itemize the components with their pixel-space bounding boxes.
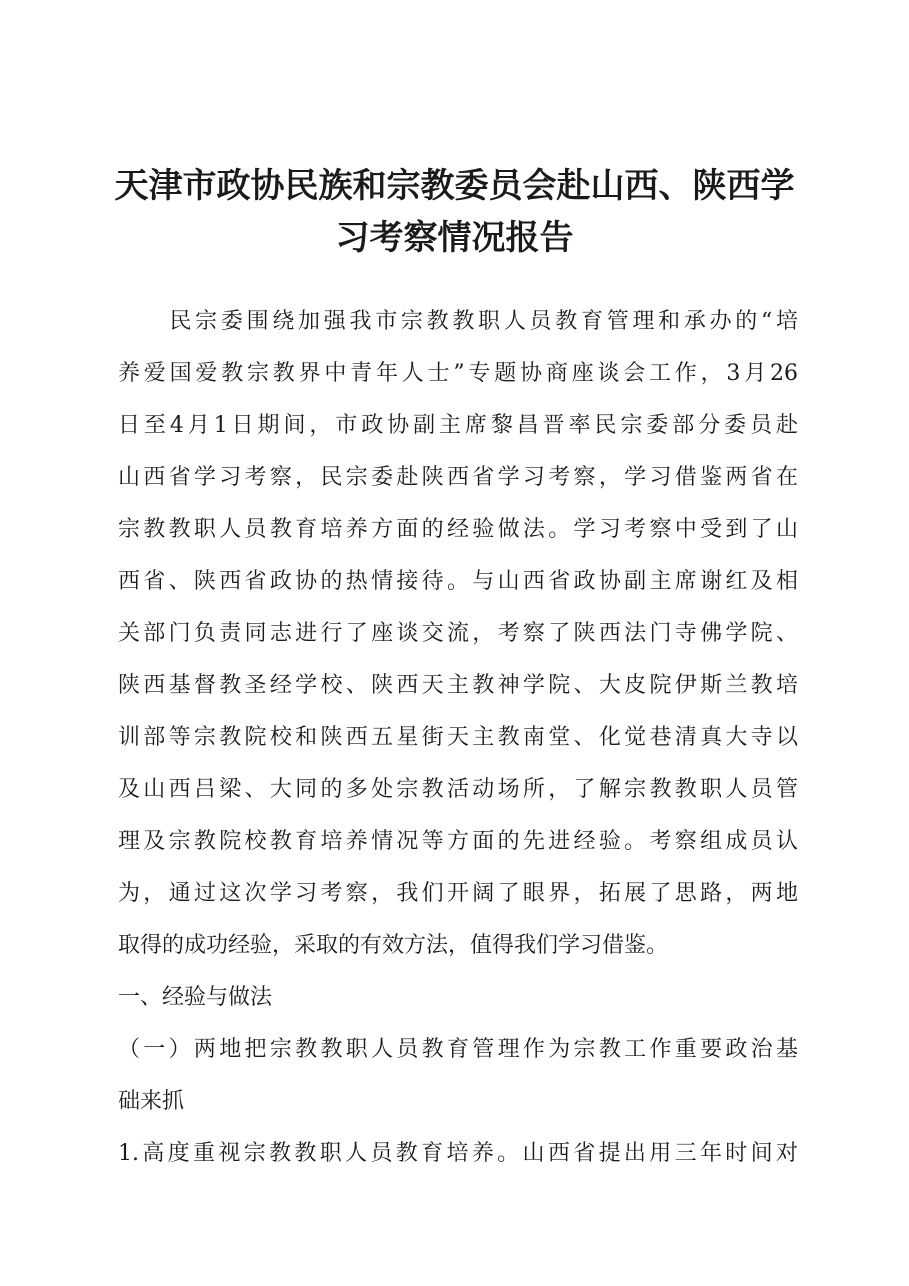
text-line: 西省、陕西省政协的热情接待。与山西省政协副主席谢红及相 [118, 569, 798, 594]
list-item-paragraph [118, 1128, 798, 1180]
document-title [100, 160, 809, 264]
text-line: 1.高度重视宗教教职人员教育培养。山西省提出用三年时间对 [118, 1141, 798, 1166]
text-line: 及山西吕梁、大同的多处宗教活动场所，了解宗教教职人员管 [118, 777, 798, 802]
text-line: 民宗委围绕加强我市宗教教职人员教育管理和承办的“培 [118, 309, 798, 334]
text-line: （一）两地把宗教教职人员教育管理作为宗教工作重要政治基 [118, 1037, 798, 1062]
text-line: 关部门负责同志进行了座谈交流，考察了陕西法门寺佛学院、 [118, 621, 798, 646]
text-line: 理及宗教院校教育培养情况等方面的先进经验。考察组成员认 [118, 829, 798, 854]
text-line: 日至4月1日期间，市政协副主席黎昌晋率民宗委部分委员赴 [118, 413, 798, 438]
intro-paragraph [118, 296, 798, 972]
text-line: 训部等宗教院校和陕西五星街天主教南堂、化觉巷清真大寺以 [118, 725, 798, 750]
subsection-heading [118, 1024, 798, 1128]
title-line: 习考察情况报告 [335, 218, 574, 258]
section-heading [118, 972, 798, 1024]
text-line: 养爱国爱教宗教界中青年人士”专题协商座谈会工作，3月26 [118, 361, 798, 386]
text-line: 一、经验与做法 [118, 985, 273, 1010]
title-line: 天津市政协民族和宗教委员会赴山西、陕西学 [114, 166, 795, 206]
text-line: 山西省学习考察，民宗委赴陕西省学习考察，学习借鉴两省在 [118, 465, 798, 490]
document-body [118, 296, 798, 1180]
text-line: 为，通过这次学习考察，我们开阔了眼界，拓展了思路，两地 [118, 881, 798, 906]
text-line: 宗教教职人员教育培养方面的经验做法。学习考察中受到了山 [118, 517, 798, 542]
text-line: 础来抓 [118, 1089, 185, 1114]
text-line: 陕西基督教圣经学校、陕西天主教神学院、大皮院伊斯兰教培 [118, 673, 798, 698]
text-line: 取得的成功经验，采取的有效方法，值得我们学习借鉴。 [118, 933, 669, 958]
